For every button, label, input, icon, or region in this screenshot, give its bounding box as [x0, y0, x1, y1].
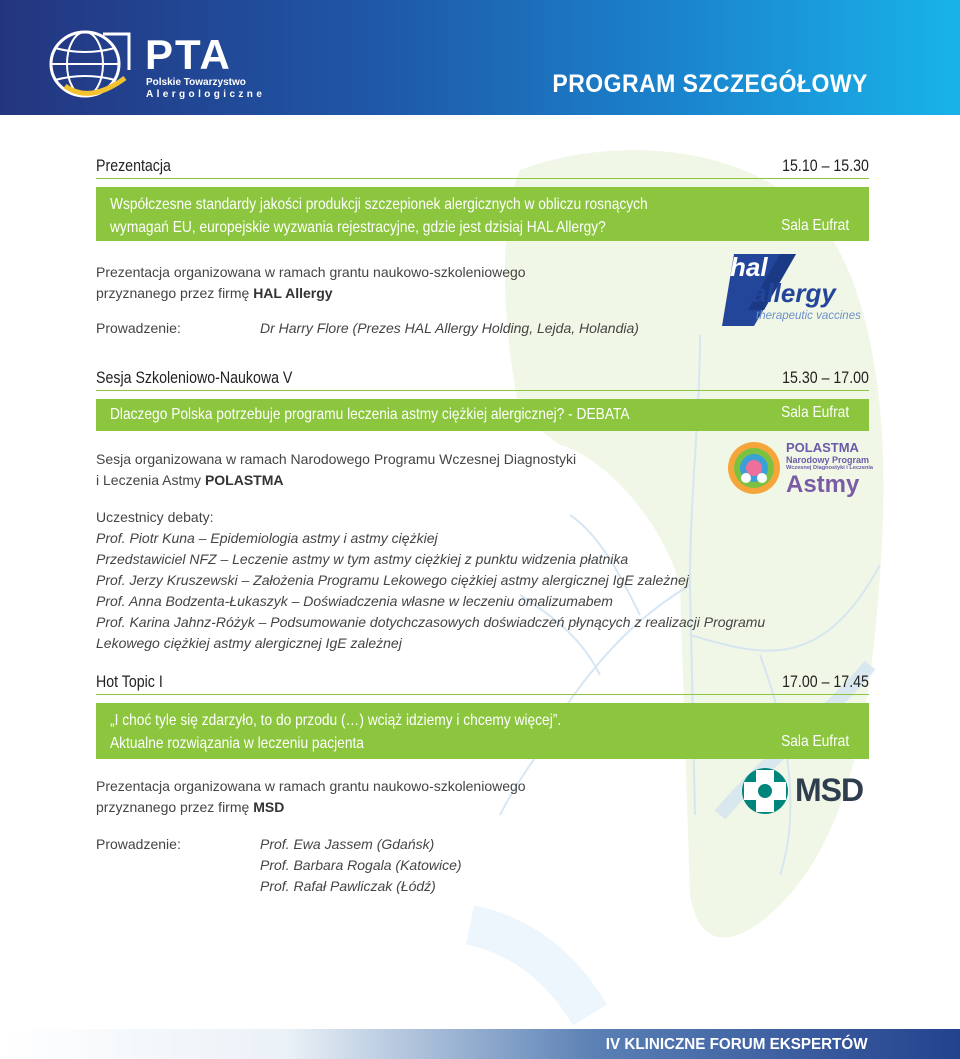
section-label: Hot Topic I: [96, 673, 163, 691]
header-banner: [0, 0, 960, 115]
allergy-word: allergy: [752, 278, 836, 308]
participants-label: Uczestnicy debaty:: [96, 509, 214, 525]
polastma-emblem-icon: [724, 438, 784, 498]
logo-subtitle-2: Alergologiczne: [146, 89, 266, 100]
section-label: Sesja Szkoleniowo-Naukowa V: [96, 369, 293, 387]
logo-subtitle-1: Polskie Towarzystwo: [146, 77, 246, 88]
logo-tagline: therapeutic vaccines: [756, 310, 861, 322]
section-time: 17.00 – 17.45: [782, 673, 869, 691]
room-label: Sala Eufrat: [780, 733, 849, 750]
section-header-prezentacja: [96, 157, 869, 179]
sponsor-name: HAL Allergy: [253, 285, 333, 301]
session-title: [110, 709, 561, 755]
pta-globe-logo-icon: [45, 26, 133, 102]
section-header-hot-topic: [96, 673, 869, 695]
session-title: Dlaczego Polska potrzebuje programu leczenia astmy ciężkiej alergicznej? - DEBATA: [110, 406, 630, 423]
polastma-line2: Narodowy Program: [786, 455, 870, 465]
organizer-note: [96, 449, 576, 491]
session-title-bar: [96, 187, 869, 241]
polastma-astmy: Astmy: [786, 471, 860, 498]
organizer-prefix: i Leczenia Astmy: [96, 472, 205, 488]
room-label: Sala Eufrat: [780, 404, 849, 421]
organizer-name: POLASTMA: [204, 472, 284, 488]
session-title-line: wymagań EU, europejskie wyzwania rejestracyjne, gdzie jest dzisiaj HAL Allergy?: [110, 219, 606, 236]
polastma-logo: [724, 438, 872, 500]
chair-label: Prowadzenie:: [96, 320, 181, 336]
section-time: 15.30 – 17.00: [782, 369, 869, 387]
chair-name: Dr Harry Flore (Prezes HAL Allergy Holding, Lejda, Holandia): [260, 320, 639, 336]
sponsor-prefix: przyznanego przez firmę: [96, 799, 254, 815]
logo-wordmark: PTA: [145, 31, 232, 78]
participant-item: Przedstawiciel NFZ – Leczenie astmy w tym astmy ciężkiej z punktu widzenia płatnika: [96, 551, 629, 567]
chair-list: [260, 834, 462, 897]
session-title: [110, 193, 648, 239]
organizer-line: [96, 470, 576, 491]
session-title-line: Współczesne standardy jakości produkcji szczepionek alergicznych w obliczu rosnących: [110, 196, 648, 213]
chair-name: Prof. Barbara Rogala (Katowice): [260, 857, 462, 873]
section-time: 15.10 – 15.30: [782, 157, 869, 175]
participant-item: Prof. Piotr Kuna – Epidemiologia astmy i astmy ciężkiej: [96, 530, 438, 546]
footer-banner: [0, 1029, 960, 1059]
hal-word: hal: [730, 252, 768, 282]
sponsor-line: Prezentacja organizowana w ramach grantu naukowo-szkoleniowego: [96, 778, 526, 794]
hal-allergy-logo: [722, 254, 870, 326]
organizer-line: Sesja organizowana w ramach Narodowego Programu Wczesnej Diagnostyki: [96, 451, 577, 467]
sponsor-prefix: przyznanego przez firmę: [96, 285, 254, 301]
session-title-bar: [96, 399, 869, 431]
msd-wordmark: MSD: [795, 772, 864, 808]
msd-emblem-icon: [741, 767, 789, 815]
room-label: Sala Eufrat: [780, 217, 849, 234]
section-label: Prezentacja: [96, 157, 171, 175]
session-title-line: „I choć tyle się zdarzyło, to do przodu (…) wciąż idziemy i chcemy więcej”.: [110, 712, 562, 729]
sponsor-name: MSD: [253, 799, 285, 815]
sponsor-note: [96, 262, 526, 304]
chair-name: Prof. Ewa Jassem (Gdańsk): [260, 836, 435, 852]
polastma-title: POLASTMA: [786, 440, 859, 455]
participant-item: Prof. Anna Bodzenta-Łukaszyk – Doświadczenia własne w leczeniu omalizumabem: [96, 593, 613, 609]
participant-item: Prof. Karina Jahnz-Różyk – Podsumowanie dotychczasowych doświadczeń płynących z realizacji Programu: [96, 614, 766, 630]
sponsor-line: Prezentacja organizowana w ramach grantu naukowo-szkoleniowego: [96, 264, 526, 280]
polastma-line3: Wczesnej Diagnostyki i Leczenia: [786, 465, 874, 471]
sponsor-note: [96, 776, 526, 818]
sponsor-line: [96, 797, 526, 818]
chair-label: Prowadzenie:: [96, 836, 181, 852]
page-title: PROGRAM SZCZEGÓŁOWY: [552, 70, 868, 98]
section-header-sesja: [96, 369, 869, 391]
session-title-bar: [96, 703, 869, 759]
chair-name: Prof. Rafał Pawliczak (Łódź): [260, 878, 436, 894]
participant-item: Lekowego ciężkiej astmy alergicznej IgE zależnej: [96, 635, 402, 651]
footer-title: IV KLINICZNE FORUM EKSPERTÓW: [606, 1036, 868, 1053]
participant-item: Prof. Jerzy Kruszewski – Założenia Programu Lekowego ciężkiej astmy alergicznej IgE zależnej: [96, 572, 689, 588]
sponsor-line: [96, 283, 526, 304]
session-title-line: Aktualne rozwiązania w leczeniu pacjenta: [110, 735, 364, 752]
participants-list: [96, 528, 765, 654]
msd-logo: [741, 767, 871, 817]
